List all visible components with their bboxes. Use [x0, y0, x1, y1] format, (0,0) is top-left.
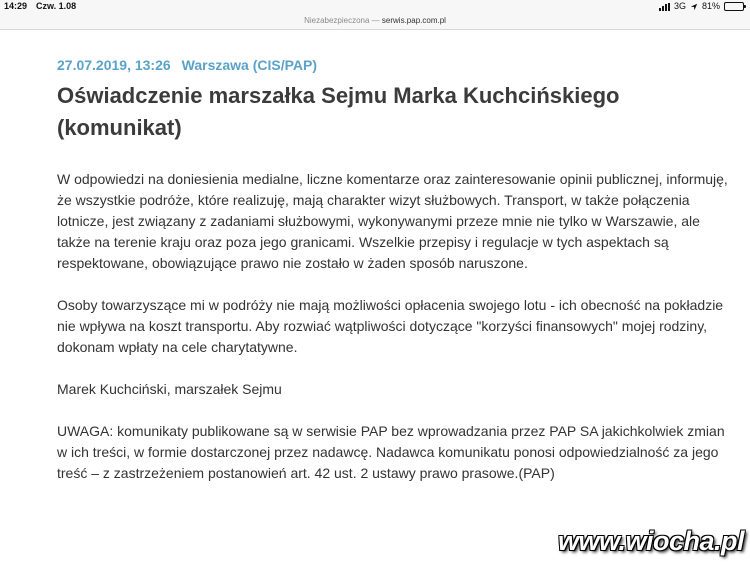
signature: Marek Kuchciński, marszałek Sejmu [57, 381, 282, 397]
status-time: 14:29 [4, 1, 28, 11]
network-type: 3G [673, 1, 686, 11]
article-body [57, 169, 737, 484]
watermark: www.wiocha.pl [557, 526, 744, 556]
battery-percent: 81% [701, 1, 720, 11]
battery-icon [724, 2, 744, 11]
status-right [659, 0, 744, 13]
article-location: Warszawa (CIS/PAP) [181, 57, 318, 73]
signal-icon [659, 3, 670, 11]
location-arrow-icon [690, 3, 698, 11]
article [57, 56, 737, 505]
security-label: Niezabezpieczona — [304, 16, 380, 25]
status-bar [0, 0, 750, 13]
url-domain: serwis.pap.com.pl [381, 16, 446, 25]
status-date: Czw. 1.08 [36, 1, 77, 11]
article-title: Oświadczenie marszałka Sejmu Marka Kuchcińskiego (komunikat) [57, 83, 620, 140]
paragraph: W odpowiedzi na doniesienia medialne, liczne komentarze oraz zainteresowanie opinii publicznej, informuję, że wszystkie podróże, które realizuję, mają charakter wizyt służbowych. Transport, w także połączenia lotnicze, jest związany z zadaniami służbowymi, wykonywanymi przeze mnie nie tylko w Warszawie, ale także na terenie kraju oraz poza jego granicami. Wszelkie przepisy i regulacje w tych aspektach są respektowane, obowiązujące prawo nie zostało w żaden sposób naruszone. [57, 171, 728, 271]
paragraph: Osoby towarzyszące mi w podróży nie mają możliwości opłacenia swojego lotu - ich obecność na pokładzie nie wpływa na koszt transportu. Aby rozwiać wątpliwości dotyczące "korzyści finansowych" mojej rodziny, dokonam wpłaty na cele charytatywne. [57, 297, 724, 355]
disclaimer: UWAGA: komunikaty publikowane są w serwisie PAP bez wprowadzania przez PAP SA jakichkolwiek zmian w ich treści, w formie dostarczonej przez nadawcę. Nadawca komunikatu ponosi odpowiedzialność za jego treść – z zastrzeżeniem postanowień art. 42 ust. 2 ustawy prawo prasowe.(PAP) [57, 423, 725, 481]
article-date: 27.07.2019, 13:26 [57, 57, 171, 73]
url-bar[interactable] [0, 13, 750, 30]
article-meta [57, 56, 737, 74]
